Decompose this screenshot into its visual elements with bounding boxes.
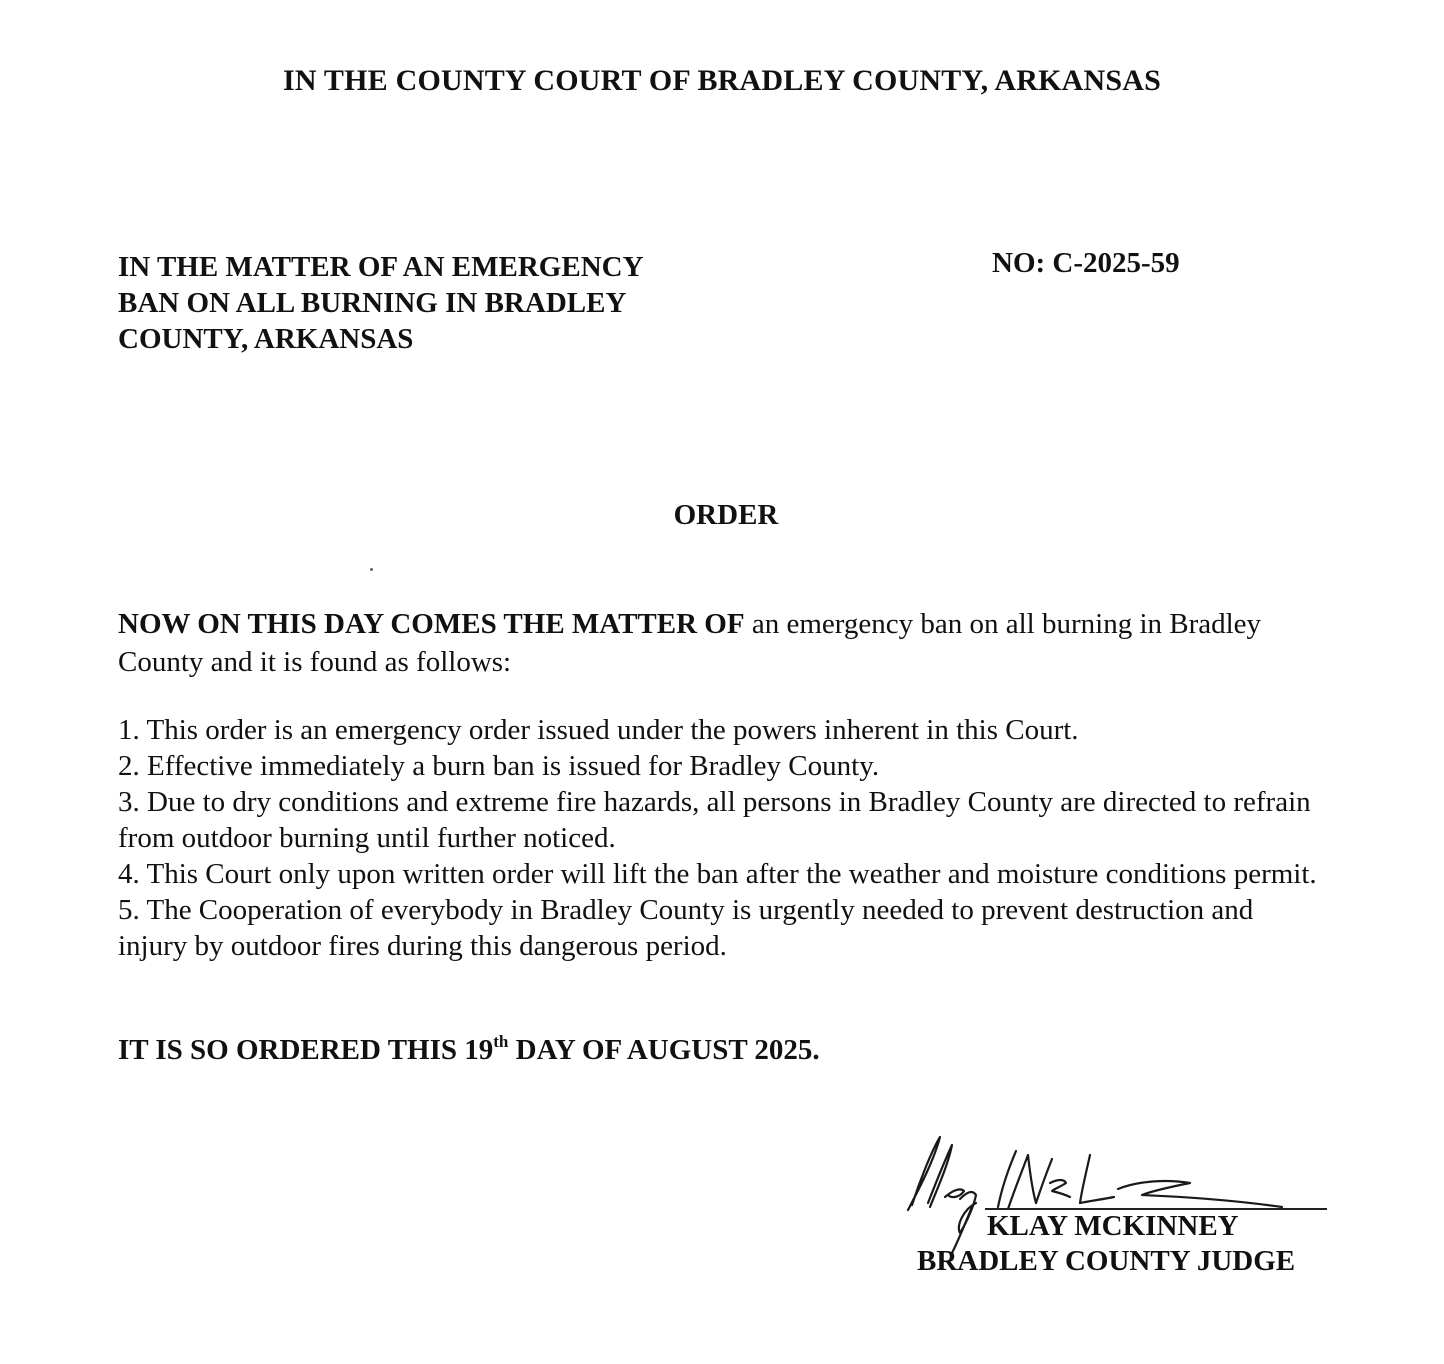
- case-number: NO: C-2025-59: [992, 247, 1180, 279]
- ordered-prefix: IT IS SO ORDERED THIS 19: [118, 1034, 494, 1066]
- scan-speck: [370, 568, 373, 571]
- finding-item: 1. This order is an emergency order issued under the powers inherent in this Court.: [118, 714, 1079, 746]
- ordered-statement: [118, 1034, 820, 1067]
- court-title: IN THE COUNTY COURT OF BRADLEY COUNTY, ARKANSAS: [283, 64, 1161, 97]
- finding-item: 5. The Cooperation of everybody in Bradley County is urgently needed to prevent destruction and injury by outdoor fires during this dangerous period.: [118, 894, 1254, 962]
- findings-list: [118, 712, 1328, 964]
- finding-item: 2. Effective immediately a burn ban is issued for Bradley County.: [118, 750, 880, 782]
- order-intro: [118, 605, 1328, 681]
- finding-item: 4. This Court only upon written order will lift the ban after the weather and moisture conditions permit.: [118, 858, 1317, 890]
- judge-name: KLAY MCKINNEY: [987, 1210, 1239, 1242]
- matter-line: BAN ON ALL BURNING IN BRADLEY: [118, 287, 627, 319]
- matter-line: COUNTY, ARKANSAS: [118, 323, 414, 355]
- finding-item: 3. Due to dry conditions and extreme fire hazards, all persons in Bradley County are directed to refrain from outdoor burning until further noticed.: [118, 786, 1311, 854]
- intro-text: an emergency ban on all burning in Bradley County and it is found as follows:: [118, 608, 1262, 678]
- order-heading: ORDER: [673, 499, 779, 531]
- judge-title: BRADLEY COUNTY JUDGE: [917, 1245, 1296, 1277]
- ordered-rest: DAY OF AUGUST 2025.: [508, 1034, 820, 1066]
- matter-line: IN THE MATTER OF AN EMERGENCY: [118, 251, 644, 283]
- intro-bold: NOW ON THIS DAY COMES THE MATTER OF: [118, 608, 745, 640]
- matter-caption: [118, 249, 758, 357]
- ordinal-suffix: th: [493, 1032, 509, 1051]
